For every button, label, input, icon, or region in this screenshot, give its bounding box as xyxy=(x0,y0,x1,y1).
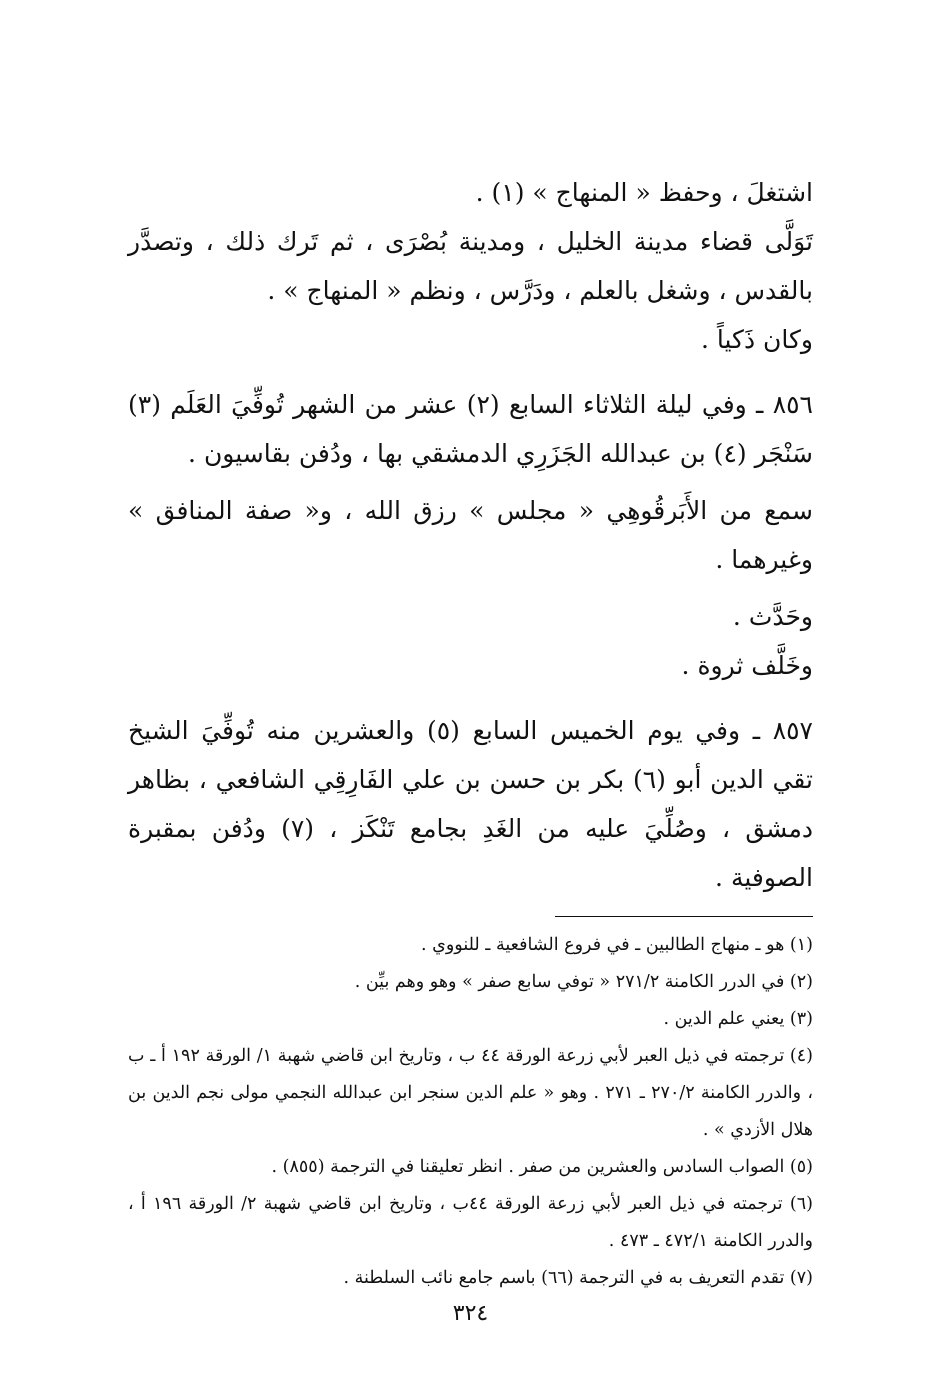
footnote-4: (٤) ترجمته في ذيل العبر لأبي زرعة الورقة ٤٤ ب ، وتاريخ ابن قاضي شهبة ١/ الورقة ١٩٢ أ ـ ب ، والدرر الكامنة ٢٧٠/٢ ـ ٢٧١ . وهو « علم الدين سنجر ابن عبدالله النجمي مولى نجم الدين بن هلال الأزدي » . xyxy=(128,1046,814,1140)
footnote-divider xyxy=(555,916,813,917)
entry-856: ٨٥٦ ـ وفي ليلة الثلاثاء السابع (٢) عشر من الشهر تُوفِّيَ العَلَم (٣) سَنْجَر (٤) بن عبدالله الجَزَرِي الدمشقي بها ، ودُفن بقاسيون . xyxy=(128,390,813,468)
main-text xyxy=(128,168,813,902)
footnote-6: (٦) ترجمته في ذيل العبر لأبي زرعة الورقة ٤٤ب ، وتاريخ ابن قاضي شهبة ٢/ الورقة ١٩٦ أ ، والدرر الكامنة ٤٧٢/١ ـ ٤٧٣ . xyxy=(128,1194,813,1251)
paragraph: تَوَلَّى قضاء مدينة الخليل ، ومدينة بُصْرَى ، ثم تَرك ذلك ، وتصدَّر بالقدس ، وشغل بالعلم ، ودَرَّس ، ونظم « المنهاج » . xyxy=(128,227,813,305)
paragraph: وكان ذَكياً . xyxy=(701,325,813,354)
footnote-5: (٥) الصواب السادس والعشرين من صفر . انظر تعليقنا في الترجمة (٨٥٥) . xyxy=(271,1157,813,1177)
footnote-1: (١) هو ـ منهاج الطالبين ـ في فروع الشافعية ـ للنووي . xyxy=(421,935,813,955)
footnote-3: (٣) يعني علم الدين . xyxy=(663,1009,813,1029)
footnote-7: (٧) تقدم التعريف به في الترجمة (٦٦) باسم جامع نائب السلطنة . xyxy=(343,1268,813,1288)
book-page xyxy=(128,168,813,1398)
entry-857: ٨٥٧ ـ وفي يوم الخميس السابع (٥) والعشرين منه تُوفِّيَ الشيخ تقي الدين أبو (٦) بكر بن حسن بن علي الفَارِقِي الشافعي ، بظاهر دمشق ، وصُلِّيَ عليه من الغَدِ بجامع تَنْكَز ، (٧) ودُفن بمقبرة الصوفية . xyxy=(128,716,813,892)
page-number: ٣٢٤ xyxy=(452,1301,489,1326)
footnote-2: (٢) في الدرر الكامنة ٢٧١/٢ « توفي سابع صفر » وهو وهم بيِّن . xyxy=(354,972,813,992)
footnotes xyxy=(128,927,813,1297)
paragraph: اشتغلَ ، وحفظ « المنهاج » (١) . xyxy=(475,178,813,207)
paragraph: وحَدَّث . xyxy=(732,602,813,631)
paragraph: وخَلَّف ثروة . xyxy=(681,651,813,680)
paragraph: سمع من الأَبَرقُوهِي « مجلس » رزق الله ، و« صفة المنافق » وغيرهما . xyxy=(128,496,813,574)
